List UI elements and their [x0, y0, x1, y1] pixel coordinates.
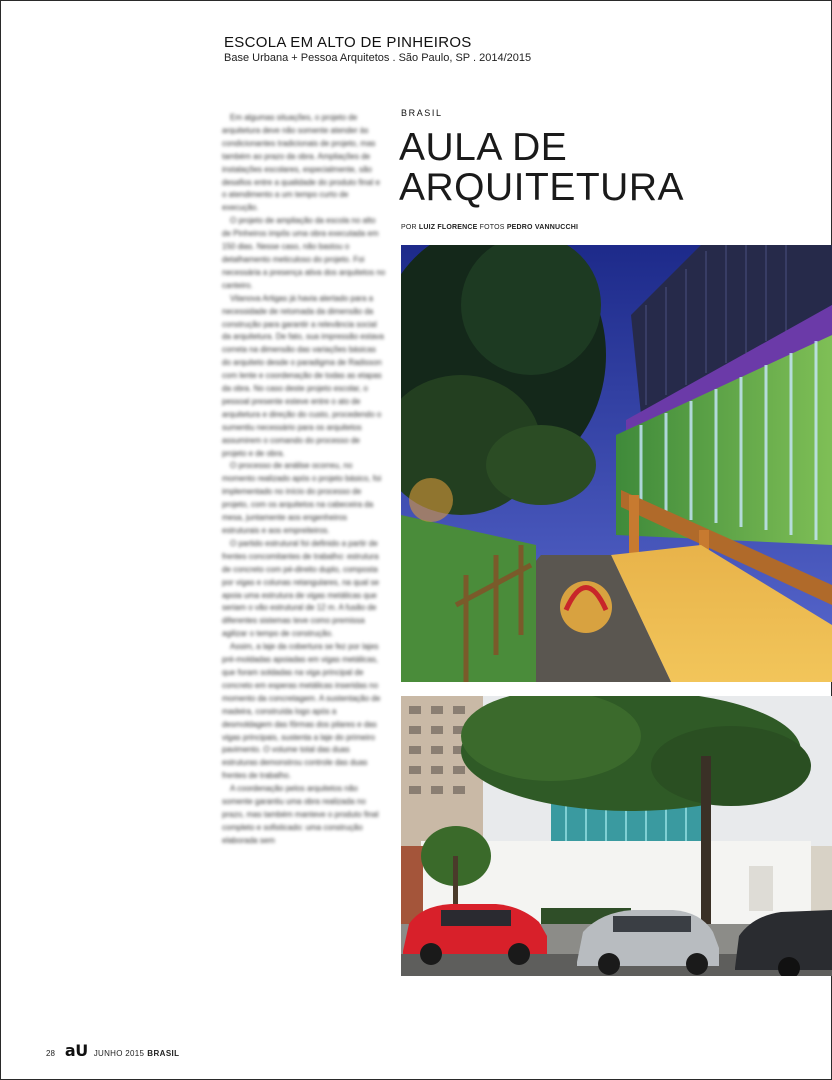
body-paragraph: Em algumas situações, o projeto de arquitetura deve não somente atender às condicionantes tradicionais de projeto, mas também ao prazo da obra. Ampliações de instalações escolares, especialmente, são desafios entre a qualidade do produto final e o atendimento a um tempo curto de execução. [222, 113, 380, 213]
headline-line-2: ARQUITETURA [399, 166, 685, 209]
byline-prefix: POR [401, 224, 419, 231]
body-paragraph: O processo de análise ocorreu, no momento realizado após o projeto básico, foi implementado no início do processo de projeto, com os arquitetos na cabeceira da mesa, juntamente aos engenheiros estruturais e aos empreiteiros. [222, 461, 382, 535]
school-street-facade-photo [401, 696, 832, 976]
article-headline [399, 128, 684, 208]
byline [401, 224, 578, 231]
author-name: LUIZ FLORENCE [418, 224, 478, 231]
headline-line-1: AULA DE [399, 126, 568, 169]
body-paragraph: O projeto de ampliação da escola no alto de Pinheiros impôs uma obra executada em 150 dias. Nesse caso, não bastou o detalhamento meticuloso do projeto. Foi necessária a presença ativa dos arquitetos no canteiro. [222, 216, 386, 290]
section-label: BRASIL [401, 108, 443, 118]
body-paragraph: Vilanova Artigas já havia alertado para a necessidade de retomada da dimensão da construção para garantir a relevância social da arquitetura. De fato, sua impressão estava correta na dimensão das variações básicas do arquiteto desde o paradigma de Radisson com lente e coordenação de todas as etapas da obra. No caso deste projeto escolar, o pessoal presente esteve entre o ato de arquitetura e direção do custo, procedendo o sumentiu necessário para os arquitetos assumirem o comando do processo de projeto e de obra. [222, 293, 384, 458]
photographer-name: PEDRO VANNUCCHI [506, 224, 579, 231]
project-credits: Base Urbana + Pessoa Arquitetos . São Paulo, SP . 2014/2015 [224, 52, 532, 64]
body-paragraph: Assim, a laje da cobertura se fez por lajes pré-moldadas apoiadas em vigas metálicas, que foram soldadas na viga principal de concreto em esperas metálicas inseridas no momento da concretagem. A sustentação de madeira, construída logo após a desmoldagem das fôrmas dos pilares e das vigas principais, sustenta a laje do primeiro pavimento. O volume total das duas estruturas demonstrou controle das duas frentes de trabalho. [222, 642, 381, 781]
body-paragraph: O partido estrutural foi definido a partir de frentes concomitantes de trabalho: estrutura de concreto com pé-direito duplo, composta por vigas e colunas retangulares, na qual se apoia uma estrutura de vigas metálicas que seriam o vão estrutural de 12 m. A fusão de diferentes sistemas teve como premissa agilizar o tempo de construção. [222, 538, 379, 639]
photos-prefix: FOTOS [477, 224, 507, 231]
project-header [224, 34, 531, 64]
photo-icon [401, 696, 832, 976]
project-title: ESCOLA EM ALTO DE PINHEIROS [224, 34, 472, 51]
issue-edition: BRASIL [147, 1049, 180, 1058]
photo-icon [401, 245, 832, 682]
page-footer [46, 1041, 179, 1060]
magazine-logo: aU [64, 1041, 88, 1060]
article-body [222, 112, 386, 848]
issue-date: JUNHO 2015 [93, 1049, 145, 1058]
body-paragraph: A coordenação pelos arquitetos não somente garantiu uma obra realizada no prazo, mas também manteve o produto final completo e sofisticado: uma construção elaborada sem [222, 784, 379, 845]
page-number: 28 [46, 1049, 55, 1058]
school-courtyard-night-photo [401, 245, 832, 682]
